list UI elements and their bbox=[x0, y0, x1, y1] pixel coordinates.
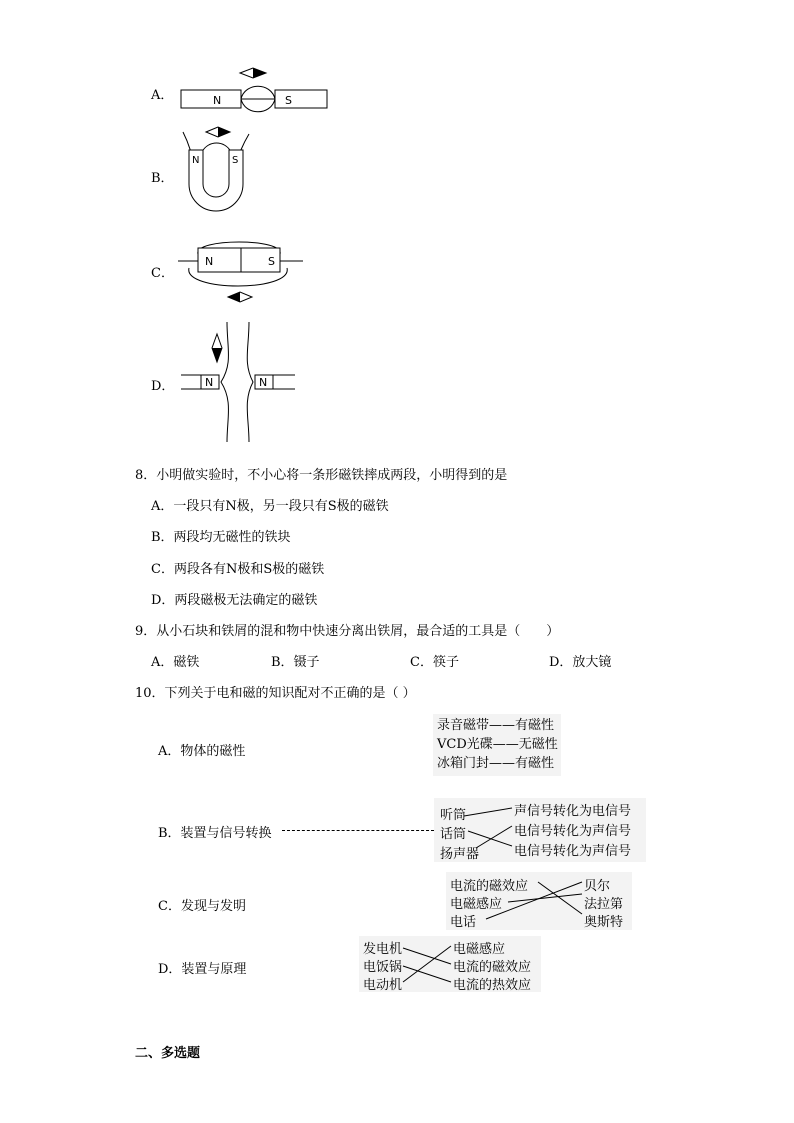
q10-d-label: D．装置与原理 bbox=[158, 962, 247, 977]
q10-b-left-1: 听筒 bbox=[440, 808, 467, 823]
q9-option-c: C．筷子 bbox=[410, 655, 459, 670]
q10-a-line-1: 录音磁带——有磁性 bbox=[437, 718, 555, 733]
q10-a-line-2: VCD光碟——无磁性 bbox=[437, 737, 558, 752]
q10-b-box bbox=[434, 798, 646, 862]
q8-stem: 8．小明做实验时，不小心将一条形磁铁摔成两段，小明得到的是 bbox=[135, 468, 508, 483]
q8-option-a: A．一段只有N极，另一段只有S极的磁铁 bbox=[151, 499, 389, 514]
q10-b-leader bbox=[282, 830, 434, 831]
q7-a-s: S bbox=[285, 94, 292, 107]
q7-option-d-label: D． bbox=[151, 379, 175, 394]
q9-option-d: D．放大镜 bbox=[549, 655, 612, 670]
q10-b-right-1: 声信号转化为电信号 bbox=[514, 804, 632, 819]
q7-option-b-diagram bbox=[175, 122, 265, 224]
q7-c-s: S bbox=[268, 255, 275, 268]
q7-b-n: N bbox=[192, 155, 200, 166]
q10-d-left-1: 发电机 bbox=[363, 942, 403, 957]
q10-c-left-1: 电流的磁效应 bbox=[450, 879, 529, 894]
q10-b-right-2: 电信号转化为声信号 bbox=[514, 824, 632, 839]
q10-b-left-3: 扬声器 bbox=[440, 847, 480, 862]
q10-d-left-3: 电动机 bbox=[363, 978, 403, 993]
q10-d-right-1: 电磁感应 bbox=[453, 942, 506, 957]
q10-d-right-2: 电流的磁效应 bbox=[453, 960, 532, 975]
q9-option-a: A．磁铁 bbox=[151, 655, 200, 670]
q7-option-a-diagram bbox=[175, 62, 335, 122]
q10-stem: 10．下列关于电和磁的知识配对不正确的是（ ） bbox=[135, 686, 416, 701]
q10-b-left-2: 话筒 bbox=[440, 827, 467, 842]
q10-a-line-3: 冰箱门封——有磁性 bbox=[437, 756, 555, 771]
q7-option-b-label: B． bbox=[151, 171, 174, 186]
compass-needle-a-dark bbox=[253, 68, 266, 78]
q10-c-right-2: 法拉第 bbox=[584, 897, 624, 912]
q10-c-right-1: 贝尔 bbox=[584, 879, 611, 894]
q10-d-left-2: 电饭锅 bbox=[363, 960, 403, 975]
q7-option-c-label: C． bbox=[151, 266, 174, 281]
q7-option-a-label: A． bbox=[151, 88, 174, 103]
q10-b-right-3: 电信号转化为声信号 bbox=[514, 844, 632, 859]
q10-d-box bbox=[359, 936, 541, 992]
q10-a-box bbox=[433, 714, 561, 776]
q9-stem: 9．从小石块和铁屑的混和物中快速分离出铁屑，最合适的工具是（ ） bbox=[135, 624, 560, 639]
q8-option-c: C．两段各有N极和S极的磁铁 bbox=[151, 562, 325, 577]
q7-b-s: S bbox=[232, 155, 239, 166]
q10-a-label: A．物体的磁性 bbox=[158, 744, 246, 759]
q7-a-n: N bbox=[213, 94, 222, 107]
q8-option-d: D．两段磁极无法确定的磁铁 bbox=[151, 593, 318, 608]
q9-option-b: B．镊子 bbox=[271, 655, 320, 670]
q10-c-label: C．发现与发明 bbox=[158, 899, 246, 914]
q10-c-box bbox=[446, 872, 632, 930]
q10-c-right-3: 奥斯特 bbox=[584, 915, 624, 930]
q10-c-left-2: 电磁感应 bbox=[450, 897, 503, 912]
q10-b-label: B．装置与信号转换 bbox=[158, 826, 272, 841]
section-title: 二、多选题 bbox=[135, 1046, 201, 1061]
q8-option-b: B．两段均无磁性的铁块 bbox=[151, 530, 291, 545]
q7-option-d-diagram bbox=[175, 318, 305, 446]
q7-d-right-n: N bbox=[259, 376, 268, 389]
q7-option-c-diagram bbox=[175, 234, 315, 304]
q7-c-n: N bbox=[205, 255, 214, 268]
q10-d-right-3: 电流的热效应 bbox=[453, 978, 532, 993]
q10-c-left-3: 电话 bbox=[450, 915, 477, 930]
q7-d-left-n: N bbox=[205, 376, 214, 389]
